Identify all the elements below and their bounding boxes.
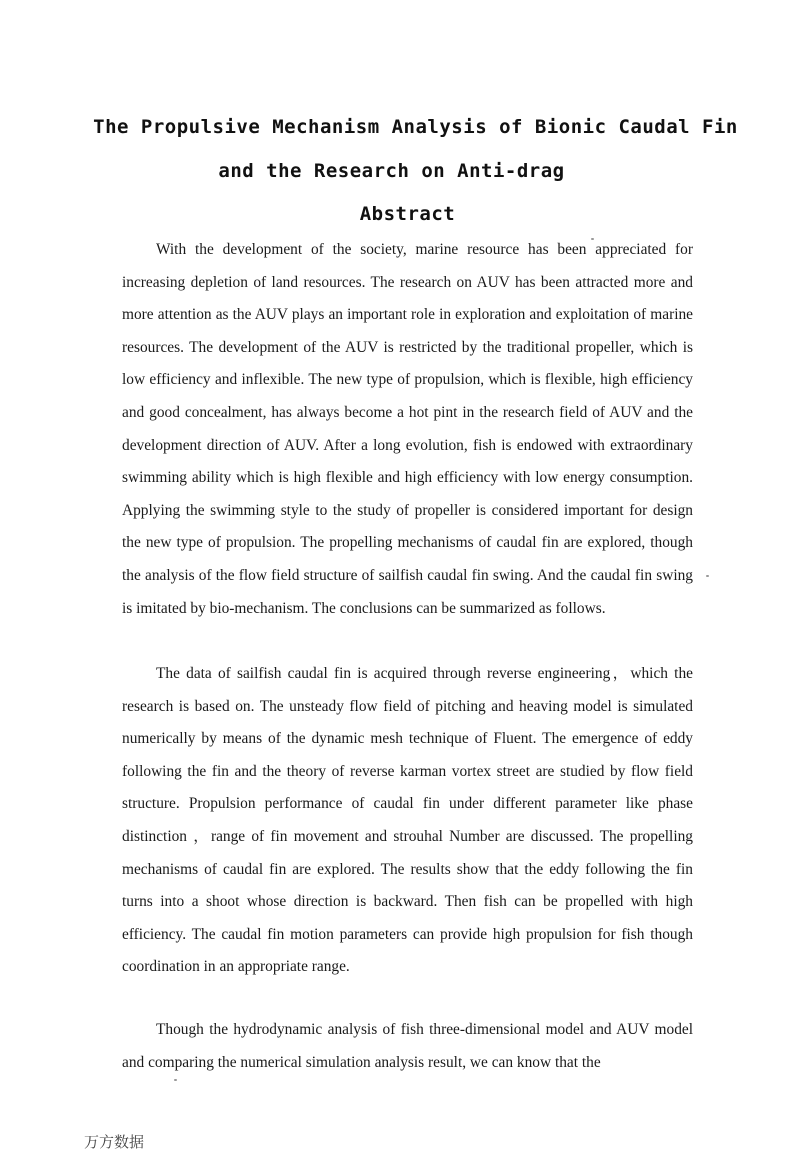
footer-watermark: 万方数据 (84, 1133, 145, 1151)
scan-speck (706, 575, 709, 577)
title-line-2: and the Research on Anti-drag (218, 160, 565, 182)
abstract-heading: Abstract (359, 203, 456, 225)
abstract-paragraph: The data of sailfish caudal fin is acquired through reverse engineering，which the research is based on. The unsteady flow field of pitching and heaving model is simulated numerically by means of the dynamic mesh technique of Fluent. The emergence of eddy following the fin and the theory of reverse karman vortex street are studied by flow field structure. Propulsion performance of caudal fin under different parameter like phase distinction ，range of fin movement and strouhal Number are discussed. The propelling mechanisms of caudal fin are explored. The results show that the eddy following the fin turns into a shoot whose direction is backward. Then fish can be propelled with high efficiency. The caudal fin motion parameters can provide high propulsion for fish though coordination in an appropriate range. (122, 665, 693, 976)
title-line-1: The Propulsive Mechanism Analysis of Bionic Caudal Fin (93, 116, 738, 138)
abstract-paragraph: Though the hydrodynamic analysis of fish three-dimensional model and AUV model and comparing the numerical simulation analysis result, we can know that the (122, 1021, 693, 1071)
scan-speck (591, 238, 594, 240)
abstract-paragraph: With the development of the society, marine resource has been appreciated for increasing depletion of land resources. The research on AUV has been attracted more and more attention as the AUV plays an important role in exploration and exploitation of marine resources. The development of the AUV is restricted by the traditional propeller, which is low efficiency and inflexible. The new type of propulsion, which is flexible, high efficiency and good concealment, has always become a hot pint in the research field of AUV and the development direction of AUV. After a long evolution, fish is endowed with extraordinary swimming ability which is high flexible and high efficiency with low energy consumption. Applying the swimming style to the study of propeller is considered important for design the new type of propulsion. The propelling mechanisms of caudal fin are explored, though the analysis of the flow field structure of sailfish caudal fin swing. And the caudal fin swing is imitated by bio-mechanism. The conclusions can be summarized as follows. (122, 241, 693, 617)
scan-speck (174, 1079, 177, 1081)
